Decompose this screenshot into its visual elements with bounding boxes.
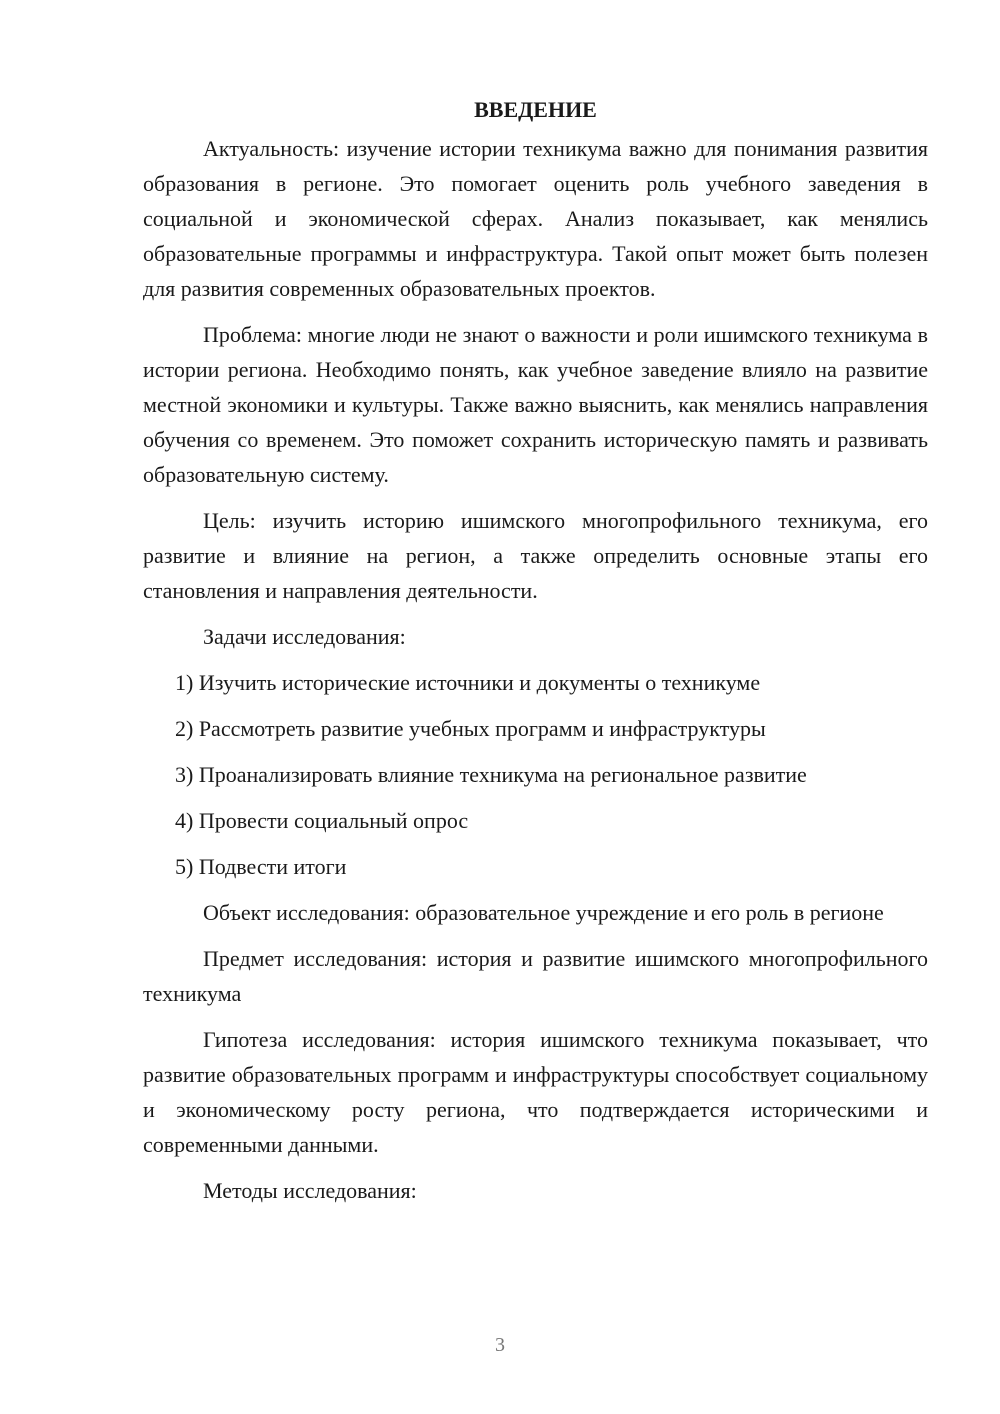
relevance-paragraph: Актуальность: изучение истории техникума важно для понимания развития образования в регионе. Это помогает оценить роль учебного заведения в социальной и экономической сферах. Анализ показывает, как менялись образовательные программы и инфраструктура. Такой опыт может быть полезен для развития современных образовательных проектов. [143,136,928,301]
subject-paragraph: Предмет исследования: история и развитие ишимского многопрофильного техникума [143,946,928,1006]
page-content [143,95,928,1219]
task-item: 3) Проанализировать влияние техникума на региональное развитие [175,762,807,787]
task-item: 2) Рассмотреть развитие учебных программ и инфраструктуры [175,716,766,741]
page-number: 3 [495,1334,505,1356]
section-heading: ВВЕДЕНИЕ [474,97,597,122]
task-item: 5) Подвести итоги [175,854,347,879]
hypothesis-paragraph: Гипотеза исследования: история ишимского техникума показывает, что развитие образовательных программ и инфраструктуры способствует социальному и экономическому росту региона, что подтверждается историческими и современными данными. [143,1027,928,1157]
tasks-title: Задачи исследования: [203,624,406,649]
task-item: 4) Провести социальный опрос [175,808,469,833]
object-paragraph: Объект исследования: образовательное учреждение и его роль в регионе [203,900,884,925]
task-item: 1) Изучить исторические источники и документы о техникуме [175,670,761,695]
problem-paragraph: Проблема: многие люди не знают о важности и роли ишимского техникума в истории региона. Необходимо понять, как учебное заведение влияло на развитие местной экономики и культуры. Также важно выяснить, как менялись направления обучения со временем. Это поможет сохранить историческую память и развивать образовательную систему. [143,322,928,487]
goal-paragraph: Цель: изучить историю ишимского многопрофильного техникума, его развитие и влияние на регион, а также определить основные этапы его становления и направления деятельности. [143,508,928,603]
tasks-list [143,665,928,884]
methods-title: Методы исследования: [203,1178,417,1203]
